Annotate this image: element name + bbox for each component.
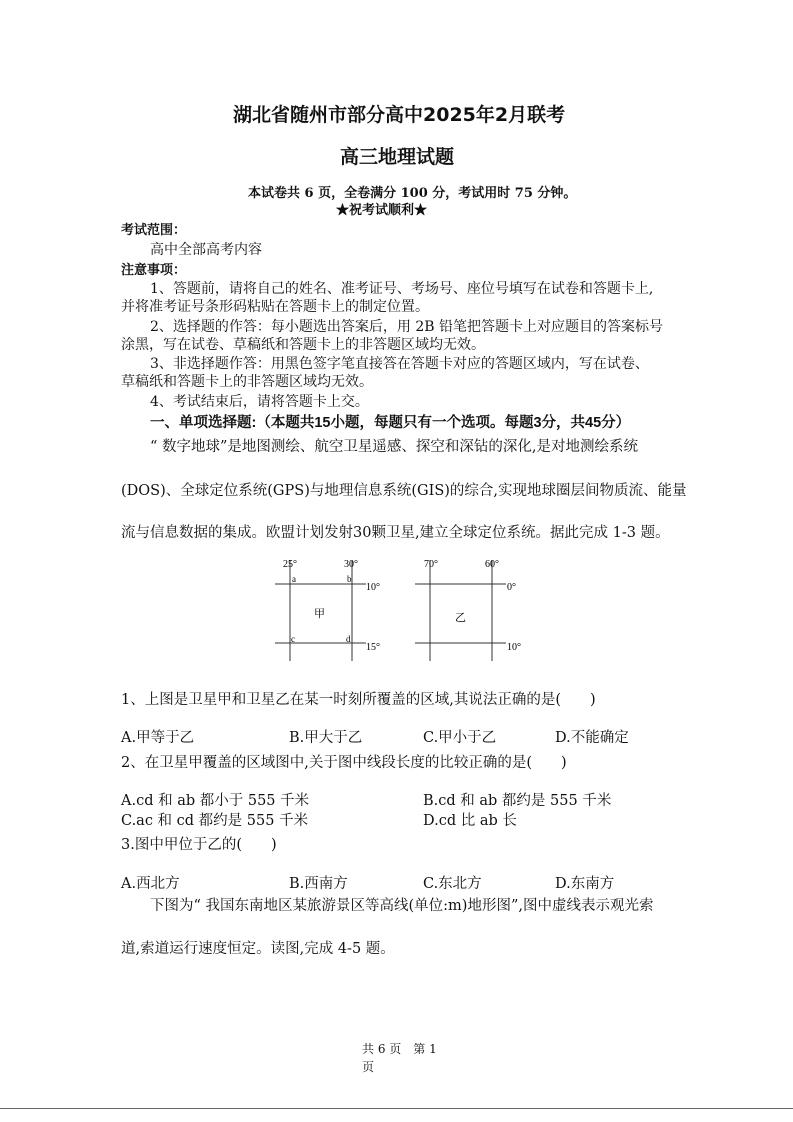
satellite-coverage-figure	[270, 555, 530, 667]
q1-option-b: B.甲大于乙	[289, 730, 363, 746]
jia-lon-right: 30°	[344, 559, 358, 570]
q2-stem: 2、在卫星甲覆盖的区域图中,关于图中线段长度的比较正确的是( )	[121, 755, 567, 771]
q1-stem: 1、上图是卫星甲和卫星乙在某一时刻所覆盖的区域,其说法正确的是( )	[121, 692, 596, 708]
q3-option-d: D.东南方	[555, 876, 615, 892]
q2-option-a: A.cd 和 ab 都小于 555 千米	[121, 793, 310, 809]
passage1-line2: (DOS)、全球定位系统(GPS)与地理信息系统(GIS)的综合,实现地球圈层间物质流、能量	[121, 483, 687, 499]
note-1-line1: 1、答题前，请将自己的姓名、准考证号、考场号、座位号填写在试卷和答题卡上,	[150, 281, 654, 297]
footer-divider	[0, 1108, 793, 1109]
jia-lon-left: 25°	[283, 559, 297, 570]
footer-page-line2: 页	[362, 1060, 375, 1074]
notes-label: 注意事项：	[121, 263, 187, 278]
exam-wish: ★祝考试顺利★	[336, 203, 428, 218]
q2-option-d: D.cd 比 ab 长	[423, 813, 517, 829]
yi-lon-right: 60°	[485, 559, 499, 570]
jia-label: 甲	[314, 608, 325, 620]
yi-lat-bottom: 10°	[507, 642, 521, 653]
note-2-line2: 涂黑，写在试卷、草稿纸和答题卡上的非答题区域均无效。	[121, 337, 485, 353]
yi-label: 乙	[455, 612, 466, 624]
exam-title: 湖北省随州市部分高中2025年2月联考	[233, 104, 566, 126]
passage1-line3: 流与信息数据的集成。欧盟计划发射30颗卫星,建立全球定位系统。据此完成 1-3 题。	[121, 525, 670, 541]
jia-point-c: c	[291, 634, 295, 644]
q1-option-c: C.甲小于乙	[423, 730, 497, 746]
q2-option-c: C.ac 和 cd 都约是 555 千米	[121, 813, 309, 829]
yi-lat-top: 0°	[507, 582, 516, 593]
exam-info: 本试卷共 6 页，全卷满分 100 分，考试用时 75 分钟。	[248, 186, 577, 201]
passage2-line1: 下图为“ 我国东南地区某旅游景区等高线(单位:m)地形图”,图中虚线表示观光索	[150, 898, 654, 914]
q3-option-b: B.西南方	[289, 876, 348, 892]
q1-option-a: A.甲等于乙	[121, 730, 195, 746]
note-4: 4、考试结束后，请将答题卡上交。	[150, 394, 369, 410]
q3-stem: 3.图中甲位于乙的( )	[121, 837, 277, 853]
figure-yi	[415, 560, 506, 661]
passage1-line1: “ 数字地球”是地图测绘、航空卫星遥感、探空和深钻的深化,是对地测绘系统	[150, 439, 639, 455]
jia-point-b: b	[347, 574, 352, 584]
note-1-line2: 并将准考证号条形码粘贴在答题卡上的制定位置。	[121, 299, 429, 315]
scope-label: 考试范围：	[121, 223, 187, 238]
yi-lon-left: 70°	[424, 559, 438, 570]
exam-subtitle: 高三地理试题	[340, 146, 455, 168]
footer-page-line1: 共 6 页 第 1	[362, 1042, 437, 1056]
q3-option-a: A.西北方	[121, 876, 180, 892]
jia-lat-bottom: 15°	[366, 642, 380, 653]
note-2-line1: 2、选择题的作答：每小题选出答案后，用 2B 铅笔把答题卡上对应题目的答案标号	[150, 319, 664, 335]
q2-option-b: B.cd 和 ab 都约是 555 千米	[423, 793, 612, 809]
jia-point-a: a	[292, 574, 296, 584]
q3-option-c: C.东北方	[423, 876, 482, 892]
scope-content: 高中全部高考内容	[150, 242, 262, 258]
note-3-line2: 草稿纸和答题卡上的非答题区域均无效。	[121, 374, 373, 390]
note-3-line1: 3、非选择题作答：用黑色签字笔直接答在答题卡对应的答题区域内，写在试卷、	[150, 356, 649, 372]
passage2-line2: 道,索道运行速度恒定。读图,完成 4-5 题。	[121, 941, 395, 957]
jia-lat-top: 10°	[366, 582, 380, 593]
q1-option-d: D.不能确定	[555, 730, 629, 746]
jia-point-d: d	[346, 634, 351, 644]
section-heading: 一、单项选择题:（本题共15小题，每题只有一个选项。每题3分，共45分）	[150, 415, 631, 431]
